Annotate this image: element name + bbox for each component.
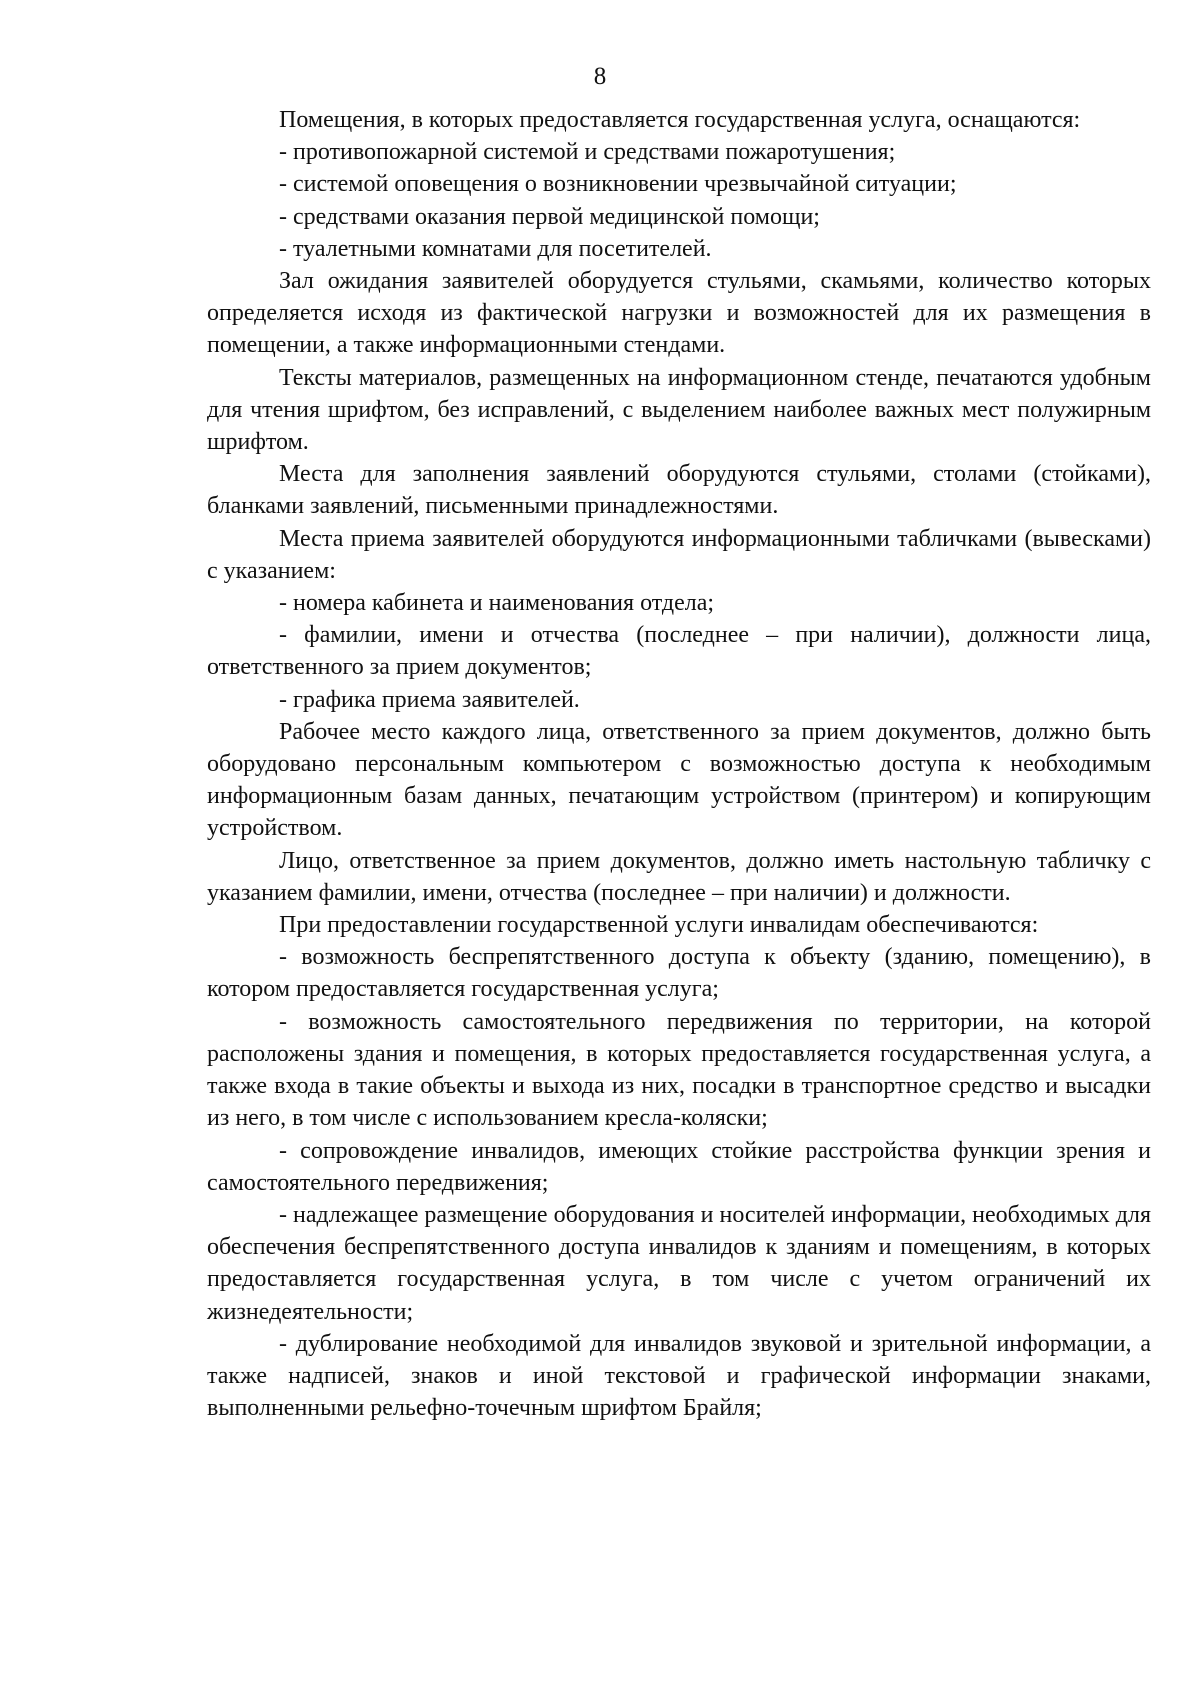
- list-item-responsible-person: - фамилии, имени и отчества (последнее – при наличии), должности лица, ответственного за прием документов;: [207, 622, 1151, 681]
- list-item-first-aid: - средствами оказания первой медицинской помощи;: [279, 203, 820, 230]
- paragraph-reception-signs: Места приема заявителей оборудуются информационными табличками (вывесками) с указанием:: [207, 525, 1151, 584]
- paragraph-stand-texts: Тексты материалов, размещенных на информационном стенде, печатаются удобным для чтения шрифтом, без исправлений, с выделением наиболее важных мест полужирным шрифтом.: [207, 364, 1151, 456]
- paragraph-application-places: Места для заполнения заявлений оборудуются стульями, столами (стойками), бланками заявлений, письменными принадлежностями.: [207, 461, 1151, 520]
- document-body: [207, 104, 1151, 1424]
- page-number: 8: [593, 63, 607, 90]
- list-item-braille-duplication: - дублирование необходимой для инвалидов звуковой и зрительной информации, а также надписей, знаков и иной текстовой и графической информации знаками, выполненными рельефно-точечным шрифтом Брайля;: [207, 1330, 1151, 1422]
- paragraph-disability-provisions: При предоставлении государственной услуги инвалидам обеспечиваются:: [279, 912, 1039, 939]
- list-item-restrooms: - туалетными комнатами для посетителей.: [279, 235, 712, 262]
- list-item-fire-system: - противопожарной системой и средствами пожаротушения;: [279, 139, 896, 166]
- list-item-building-access: - возможность беспрепятственного доступа к объекту (зданию, помещению), в котором предоставляется государственная услуга;: [207, 944, 1151, 1003]
- list-item-reception-schedule: - графика приема заявителей.: [279, 686, 580, 713]
- paragraph-waiting-hall: Зал ожидания заявителей оборудуется стульями, скамьями, количество которых определяется исходя из фактической нагрузки и возможностей для их размещения в помещении, а также информационными стендами.: [207, 268, 1151, 359]
- list-item-movement: - возможность самостоятельного передвижения по территории, на которой расположены здания и помещения, в которых предоставляется государственная услуга, а также входа в такие объекты и выхода из них, посадки в транспортное средство и высадки из него, в том числе с использованием кресла-коляски;: [207, 1008, 1151, 1132]
- list-item-alert-system: - системой оповещения о возникновении чрезвычайной ситуации;: [279, 171, 957, 198]
- list-item-equipment-placement: - надлежащее размещение оборудования и носителей информации, необходимых для обеспечения беспрепятственного доступа инвалидов к зданиям и помещениям, в которых предоставляется государственная услуга, в том числе с учетом ограничений их жизнедеятельности;: [207, 1201, 1151, 1325]
- paragraph-premises-equipment: Помещения, в которых предоставляется государственная услуга, оснащаются:: [279, 107, 1081, 133]
- paragraph-desk-sign: Лицо, ответственное за прием документов, должно иметь настольную табличку с указанием фамилии, имени, отчества (последнее – при наличии) и должности.: [207, 847, 1151, 906]
- paragraph-workplace: Рабочее место каждого лица, ответственного за прием документов, должно быть оборудовано персональным компьютером с возможностью доступа к необходимым информационным базам данных, печатающим устройством (принтером) и копирующим устройством.: [207, 718, 1151, 842]
- list-item-escort: - сопровождение инвалидов, имеющих стойкие расстройства функции зрения и самостоятельного передвижения;: [207, 1137, 1151, 1196]
- list-item-office-number: - номера кабинета и наименования отдела;: [279, 590, 715, 617]
